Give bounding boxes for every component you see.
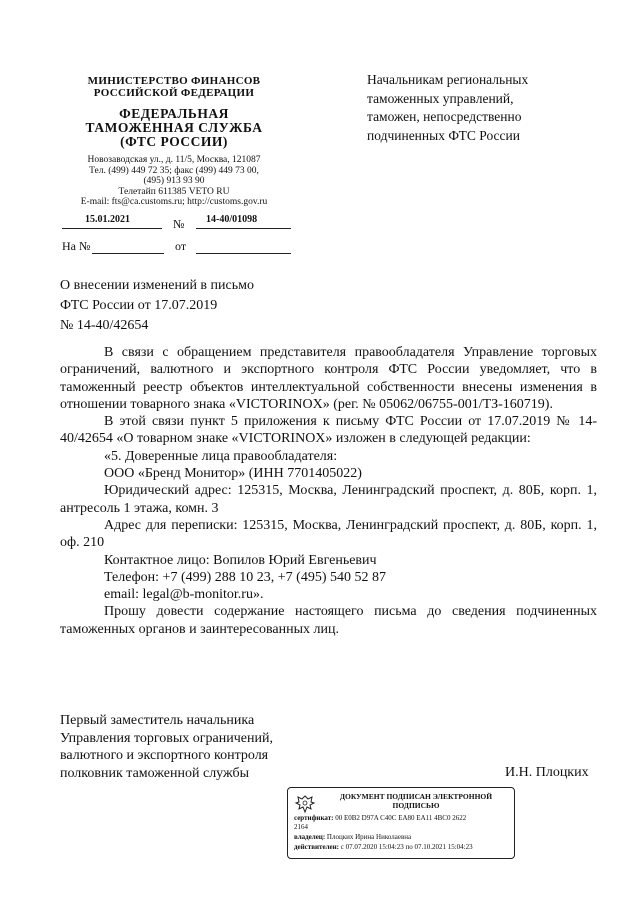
registration-date: 15.01.2021: [85, 214, 130, 225]
service-name: [60, 107, 288, 149]
ministry-line: РОССИЙСКОЙ ФЕДЕРАЦИИ: [93, 87, 255, 99]
body-paragraph: В этой связи пункт 5 приложения к письму ФТС России от 17.07.2019 № 14-40/42654 «О товарном знаке «VICTORINOX» изложен в следующей редакции:: [60, 414, 597, 447]
from-label: от: [175, 239, 187, 253]
ministry-line: МИНИСТЕРСТВО ФИНАНСОВ: [87, 75, 261, 87]
stamp-title: [322, 792, 510, 810]
body-paragraph: В связи с обращением представителя правообладателя Управление торговых ограничений, валютного и экспортного контроля ФТС России уведомляет, что в таможенный реестр объектов интеллектуальной собственности внесены изменения в отношении товарного знака «VICTORINOX» (рег. № 05062/06755-001/ТЗ-160719).: [60, 345, 597, 412]
body-line: Контактное лицо: Вопилов Юрий Евгеньевич: [104, 552, 377, 568]
body-line: email: legal@b-monitor.ru».: [104, 587, 264, 603]
address-line: Телетайп 611385 VETO RU: [118, 186, 230, 197]
number-underline: [196, 228, 291, 229]
cert-label: сертификат:: [294, 814, 334, 822]
recipient-line: таможенных управлений,: [367, 90, 514, 106]
body-line: ООО «Бренд Монитор» (ИНН 7701405022): [104, 466, 362, 482]
signatory-position: [60, 712, 360, 782]
address-line: Новозаводская ул., д. 11/5, Москва, 121087: [87, 155, 261, 165]
position-line: Первый заместитель начальника: [60, 713, 255, 728]
subject-line: О внесении изменений в письмо: [60, 278, 254, 293]
recipient-line: Начальникам региональных: [367, 72, 529, 87]
body-paragraph: Юридический адрес: 125315, Москва, Ленинградский проспект, д. 80Б, корп. 1, антресоль 1 этажа, комн. 3: [60, 483, 597, 516]
body-paragraph: Прошу довести содержание настоящего письма до сведения подчиненных таможенных органов и заинтересованных лиц.: [60, 604, 597, 637]
stamp-title-line: ДОКУМЕНТ ПОДПИСАН ЭЛЕКТРОННОЙ: [339, 792, 493, 801]
address-line: E-mail: fts@ca.customs.ru; http://customs.gov.ru: [80, 197, 268, 207]
date-underline: [62, 228, 162, 229]
body-paragraph: Адрес для переписки: 125315, Москва, Ленинградский проспект, д. 80Б, корп. 1, оф. 210: [60, 517, 597, 551]
stamp-owner-row: [294, 833, 411, 841]
valid-label: действителен:: [294, 843, 339, 851]
valid-value: с 07.07.2020 15:04:23 по 07.10.2021 15:04:23: [340, 843, 473, 851]
service-line: ФЕДЕРАЛЬНАЯ: [119, 106, 229, 121]
from-underline: [196, 253, 291, 254]
subject-line: ФТС России от 17.07.2019: [60, 298, 218, 313]
e-signature-stamp: [287, 787, 515, 859]
owner-label: владелец:: [294, 833, 326, 841]
recipient-line: таможен, непосредственно: [367, 109, 522, 124]
cert-value: 00 E0B2 D97A C40C EA80 EA11 4BC0 2622: [335, 814, 467, 822]
recipient-block: [367, 71, 617, 145]
service-line: (ФТС РОССИИ): [120, 134, 228, 149]
position-line: полковник таможенной службы: [60, 765, 250, 781]
eagle-emblem-icon: [294, 793, 316, 815]
stamp-cert-row: [294, 814, 466, 822]
subject-line: № 14-40/42654: [60, 318, 149, 333]
address-line: (495) 913 93 90: [143, 176, 205, 186]
stamp-cert-row-cont: [294, 823, 308, 831]
ref-label: На №: [62, 239, 91, 253]
address-line: Тел. (499) 449 72 35; факс (499) 449 73 00,: [89, 165, 259, 176]
letter-body: [60, 344, 597, 638]
number-label: №: [173, 217, 185, 231]
signer-name: И.Н. Плоцких: [505, 765, 589, 780]
body-line: «5. Доверенные лица правообладателя:: [104, 448, 338, 464]
owner-value: Плоцких Ирина Николаевна: [326, 833, 412, 841]
letter-subject: [60, 276, 340, 336]
recipient-line: подчиненных ФТС России: [367, 127, 520, 143]
ref-underline: [92, 253, 164, 254]
service-line: ТАМОЖЕННАЯ СЛУЖБА: [85, 120, 263, 135]
body-line: Телефон: +7 (499) 288 10 23, +7 (495) 540 52 87: [104, 569, 386, 585]
ministry-name: [60, 75, 288, 99]
stamp-valid-row: [294, 843, 473, 851]
registration-number: 14-40/01098: [206, 214, 258, 225]
stamp-title-line: ПОДПИСЬЮ: [392, 801, 440, 810]
sender-address: [60, 155, 288, 208]
cert-value-cont: 2164: [294, 823, 308, 831]
position-line: валютного и экспортного контроля: [60, 748, 269, 763]
position-line: Управления торговых ограничений,: [60, 730, 273, 746]
